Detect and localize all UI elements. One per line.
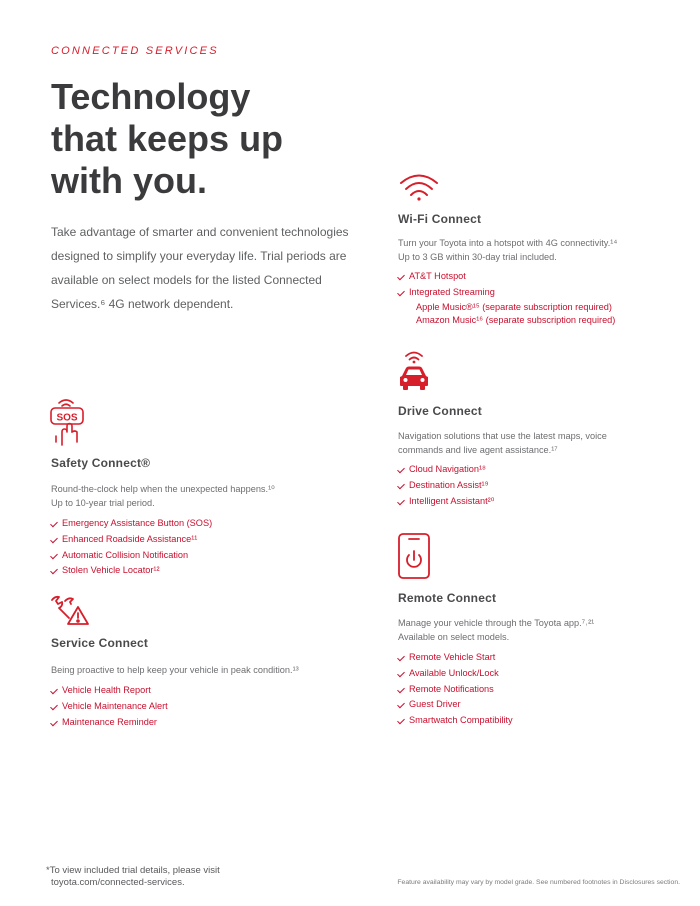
feature-item <box>398 285 688 327</box>
feature-item: Automatic Collision Notification <box>51 548 341 564</box>
feature-item: Maintenance Reminder <box>51 715 341 731</box>
drive-connect-description <box>398 429 688 457</box>
feature-item: Destination Assist¹⁹ <box>398 478 688 494</box>
svg-text:SOS: SOS <box>56 412 78 424</box>
page-title <box>51 76 371 202</box>
feature-item: Guest Driver <box>398 697 688 713</box>
service-connect-description <box>51 663 341 677</box>
section-eyebrow: CONNECTED SERVICES <box>51 45 219 57</box>
safety-feature-list <box>51 516 341 579</box>
drive-connect-section <box>398 404 688 509</box>
headline-line: that keeps up <box>51 118 284 159</box>
drive-feature-list <box>398 462 688 509</box>
feature-item: Vehicle Maintenance Alert <box>51 699 341 715</box>
feature-item: Smartwatch Compatibility <box>398 713 688 729</box>
description-line: commands and live agent assistance.¹⁷ <box>398 445 558 455</box>
safety-connect-description <box>51 482 341 510</box>
description-line: Turn your Toyota into a hotspot with 4G connectivity.¹⁴ <box>398 238 618 248</box>
smartphone-power-icon <box>397 532 431 580</box>
feature-item: Stolen Vehicle Locator¹² <box>51 563 341 579</box>
feature-item: Intelligent Assistant²⁰ <box>398 494 688 510</box>
description-line: Available on select models. <box>398 632 510 642</box>
remote-feature-list <box>398 650 688 729</box>
disclaimer-text: Feature availability may vary by model grade. See numbered footnotes in Disclosures section. <box>397 879 680 886</box>
description-line: Being proactive to help keep your vehicle in peak condition.¹³ <box>51 665 299 675</box>
connected-car-icon <box>397 348 431 392</box>
streaming-sub-list <box>409 301 688 327</box>
sos-button-icon <box>49 396 85 446</box>
feature-item: Cloud Navigation¹⁸ <box>398 462 688 478</box>
description-line: Up to 10-year trial period. <box>51 498 155 508</box>
wifi-icon <box>398 172 440 202</box>
feature-item: Remote Vehicle Start <box>398 650 688 666</box>
feature-item: Vehicle Health Report <box>51 683 341 699</box>
footnote-line: toyota.com/connected-services. <box>51 877 185 888</box>
description-line: Up to 3 GB within 30-day trial included. <box>398 252 557 262</box>
wrench-warning-icon <box>49 595 91 627</box>
remote-connect-description <box>398 616 688 644</box>
feature-item-label: Integrated Streaming <box>409 286 495 297</box>
drive-connect-title: Drive Connect <box>398 404 482 418</box>
wifi-connect-description <box>398 236 688 264</box>
intro-paragraph: Take advantage of smarter and convenient technologies designed to simplify your everyday life. Trial periods are available on select models for the listed Connected Services.⁶ 4G network dependent. <box>51 225 349 311</box>
sub-feature-item: Apple Music®¹⁵ (separate subscription required) <box>416 301 612 312</box>
feature-item: Available Unlock/Lock <box>398 666 688 682</box>
footnote-line: *To view included trial details, please visit <box>46 865 220 876</box>
feature-item: AT&T Hotspot <box>398 269 688 285</box>
description-line: Manage your vehicle through the Toyota app.⁷˒²¹ <box>398 618 595 628</box>
remote-connect-section <box>398 591 688 729</box>
headline-line: Technology <box>51 76 251 117</box>
sub-feature-item: Amazon Music¹⁶ (separate subscription required) <box>416 314 616 325</box>
safety-connect-section <box>51 456 341 579</box>
feature-item: Enhanced Roadside Assistance¹¹ <box>51 532 341 548</box>
headline-line: with you. <box>51 160 207 201</box>
description-line: Round-the-clock help when the unexpected happens.¹⁰ <box>51 484 275 494</box>
feature-item: Emergency Assistance Button (SOS) <box>51 516 341 532</box>
remote-connect-title: Remote Connect <box>398 591 497 605</box>
trial-footnote <box>46 865 220 889</box>
service-connect-title: Service Connect <box>51 636 149 650</box>
wifi-connect-title: Wi-Fi Connect <box>398 212 482 226</box>
wifi-feature-list <box>398 269 688 327</box>
service-connect-section <box>51 636 341 730</box>
safety-connect-title: Safety Connect® <box>51 456 151 470</box>
description-line: Navigation solutions that use the latest maps, voice <box>398 431 607 441</box>
wifi-connect-section <box>398 212 688 327</box>
service-feature-list <box>51 683 341 730</box>
feature-item: Remote Notifications <box>398 682 688 698</box>
